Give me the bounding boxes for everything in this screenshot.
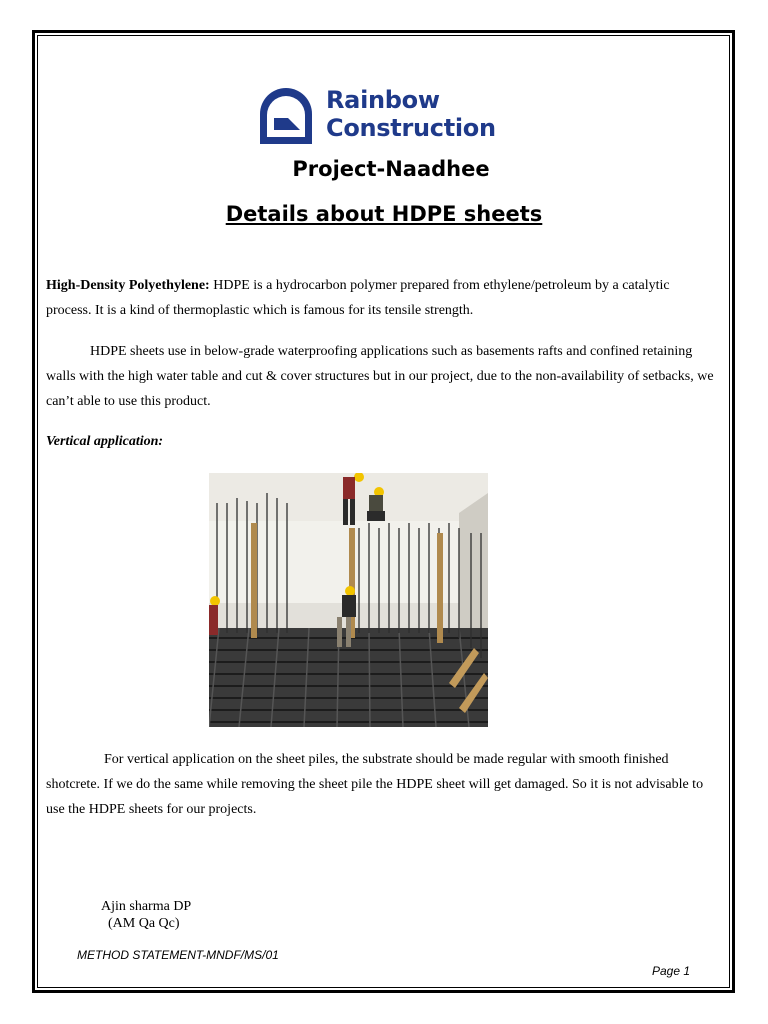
definition-text: HDPE is a hydrocarbon polymer prepared from ethylene/petroleum by a catalytic process. It is a kind of thermoplastic which is famous for its tensile strength. [46, 278, 670, 318]
logo-wordmark [326, 86, 496, 142]
logo-line-1: Rainbow [326, 86, 440, 114]
logo-line-2: Construction [326, 114, 496, 142]
signature-block [101, 898, 191, 932]
paragraph-definition [46, 273, 716, 323]
signatory-name: Ajin sharma DP [101, 899, 192, 914]
document-heading: Details about HDPE sheets [225, 202, 543, 226]
project-title: Project-Naadhee [292, 157, 490, 181]
signatory-role: (AM Qa Qc) [108, 916, 180, 931]
footer-method-statement: METHOD STATEMENT-MNDF/MS/01 [77, 948, 279, 962]
construction-site-photo [209, 473, 488, 727]
company-logo [256, 86, 496, 150]
rainbow-logo-icon [256, 88, 316, 146]
definition-term: High-Density Polyethylene: [46, 278, 210, 293]
paragraph-usage: HDPE sheets use in below-grade waterproofing applications such as basements rafts and confined retaining walls with the high water table and cut & cover structures but in our project, due to the non-availability of setbacks, we can’t able to use this product. [46, 344, 714, 409]
section-label: Vertical application: [46, 434, 164, 449]
footer-page-number: Page 1 [652, 964, 691, 978]
paragraph-vertical-application: For vertical application on the sheet piles, the substrate should be made regular with smooth finished shotcrete. If we do the same while removing the sheet pile the HDPE sheet will get damaged. So it is not advisable to use the HDPE sheets for our projects. [46, 752, 704, 817]
